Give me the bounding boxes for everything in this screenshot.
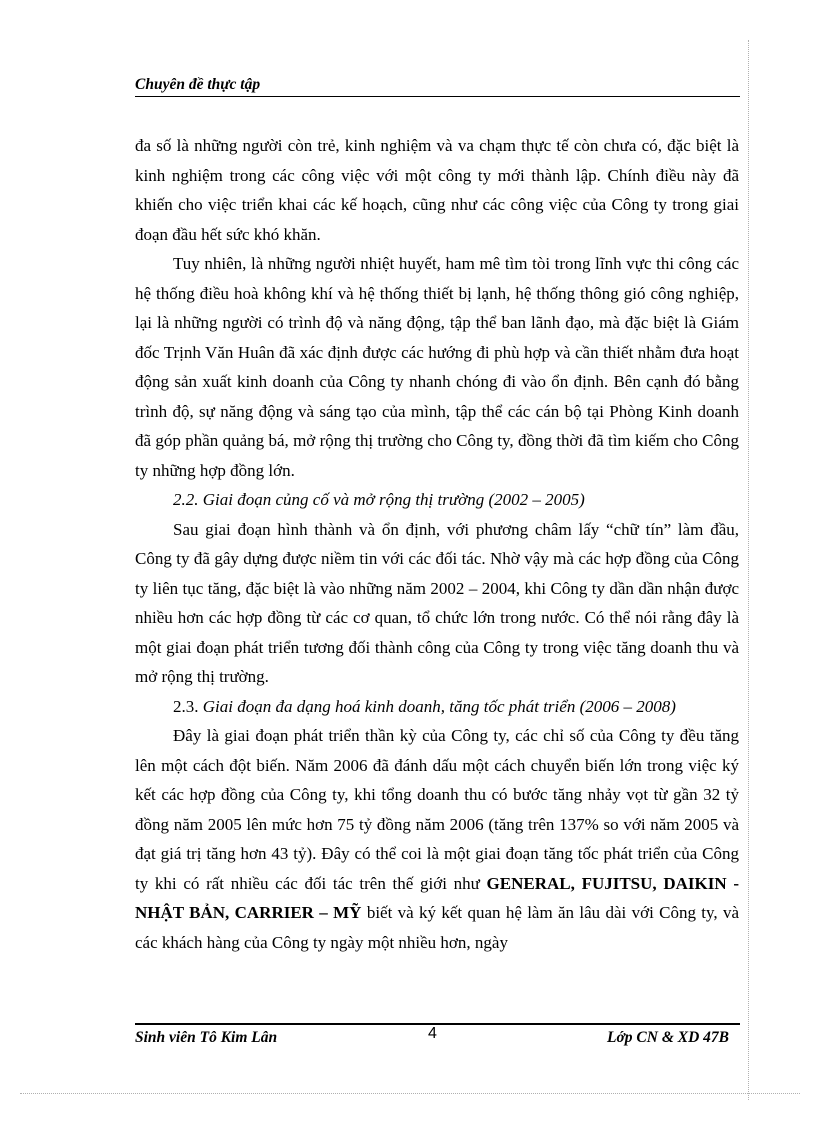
paragraph-4-text: Đây là giai đoạn phát triển thần kỳ của Công ty, các chỉ số của Công ty đều tăng lên một cách đột biến. Năm 2006 đã đánh dấu một cách chuyển biến lớn trong việc ký kết các hợp đồng của Công ty, khi tổng doanh thu có bước tăng nhảy vọt từ gần 32 tỷ đồng năm 2005 lên mức hơn 75 tỷ đồng năm 2006 (tăng trên 137% so với năm 2005 và đạt giá trị tăng hơn 43 tỷ). Đây có thể coi là một giai đoạn tăng tốc phát triển của Công ty khi có rất nhiều các đối tác trên thế giới như [135, 726, 739, 893]
paragraph-2: Tuy nhiên, là những người nhiệt huyết, ham mê tìm tòi trong lĩnh vực thi công các hệ thống điều hoà không khí và hệ thống thiết bị lạnh, hệ thống thông gió công nghiệp, lại là những người có trình độ và năng động, tập thể ban lãnh đạo, mà đặc biệt là Giám đốc Trịnh Văn Huân đã xác định được các hướng đi phù hợp và cần thiết nhằm đưa hoạt động sản xuất kinh doanh của Công ty nhanh chóng đi vào ổn định. Bên cạnh đó bằng trình độ, sự năng động và sáng tạo của mình, tập thể các cán bộ tại Phòng Kinh doanh đã góp phần quảng bá, mở rộng thị trường cho Công ty, đồng thời đã tìm kiếm cho Công ty những hợp đồng lớn. [135, 254, 739, 480]
page-edge-dotted-right [748, 40, 749, 1100]
heading-2-3-text: Giai đoạn đa dạng hoá kinh doanh, tăng tốc phát triển (2006 – 2008) [202, 696, 676, 716]
footer-class-name: Lớp CN & XD 47B [607, 1029, 729, 1046]
paragraph-4-continuation: biết và ký kết quan hệ làm ăn lâu dài với Công ty, và các khách hàng của Công ty ngày một nhiều hơn, ngày [135, 903, 740, 952]
partner-japan: NHẬT BẢN, [135, 903, 230, 922]
section-heading-2-2: 2.2. Giai đoạn củng cố và mở rộng thị trường (2002 – 2005) [173, 490, 585, 509]
partner-general: GENERAL, [486, 873, 575, 893]
partner-carrier: CARRIER [234, 903, 314, 922]
header-title: Chuyên đề thực tập [135, 76, 261, 93]
footer-student-name: Sinh viên Tô Kim Lân [135, 1029, 278, 1046]
section-heading-2-3 [135, 692, 739, 722]
paragraph-3: Sau giai đoạn hình thành và ổn định, với phương châm lấy “chữ tín” làm đầu, Công ty đã gây dựng được niềm tin với các đối tác. Nhờ vậy mà các hợp đồng của Công ty liên tục tăng, đặc biệt là vào những năm 2002 – 2004, khi Công ty dần dần nhận được nhiều hơn các hợp đồng từ các cơ quan, tổ chức lớn trong nước. Có thể nói rằng đây là một giai đoạn phát triển tương đối thành công của Công ty trong việc tăng doanh thu và mở rộng thị trường. [135, 519, 739, 686]
page-edge-dotted-bottom [20, 1093, 800, 1094]
partner-fujitsu: FUJITSU, [581, 873, 657, 893]
footer-divider [135, 1023, 740, 1025]
paragraph-1: đa số là những người còn trẻ, kinh nghiệm và va chạm thực tế còn chưa có, đặc biệt là kinh nghiệm trong các công việc với một công ty mới thành lập. Chính điều này đã khiến cho việc triển khai các kế hoạch, cũng như các công việc của Công ty trong giai đoạn đầu hết sức khó khăn. [135, 136, 739, 244]
partner-daikin: DAIKIN [663, 873, 727, 893]
partner-separator-1: - [726, 873, 740, 893]
page-number: 4 [428, 1025, 437, 1042]
partner-separator-2: – [313, 903, 334, 922]
document-body [135, 131, 739, 957]
heading-2-3-number: 2.3. [173, 696, 199, 716]
partner-usa: MỸ [333, 903, 362, 922]
page-header [135, 76, 740, 97]
paragraph-4 [135, 721, 739, 957]
